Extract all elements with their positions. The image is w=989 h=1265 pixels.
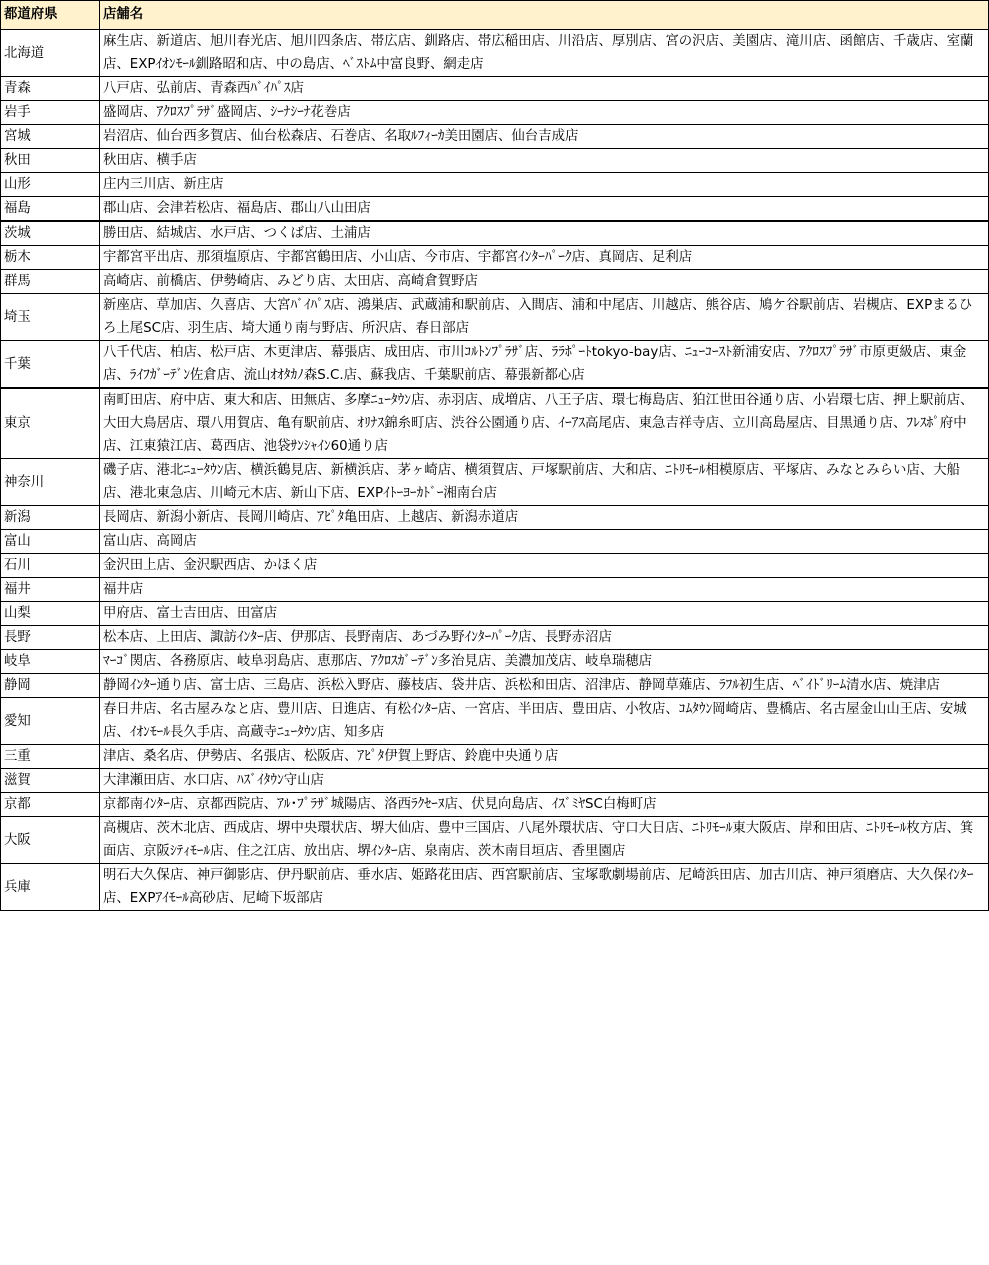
store-list-cell: 宇都宮平出店、那須塩原店、宇都宮鶴田店、小山店、今市店、宇都宮ｲﾝﾀｰﾊﾟｰｸ店、真岡店、足利店 [100,246,989,270]
store-list-cell: 大津瀬田店、水口店、ﾊｽﾞｲﾀｳﾝ守山店 [100,769,989,793]
store-list-cell: 春日井店、名古屋みなと店、豊川店、日進店、有松ｲﾝﾀｰ店、一宮店、半田店、豊田店、小牧店、ｺﾑﾀｳﾝ岡崎店、豊橋店、名古屋金山山王店、安城店、ｲｵﾝﾓｰﾙ長久手店、高蔵寺ﾆｭｰﾀｳﾝ店、知多店 [100,698,989,745]
prefecture-cell: 富山 [1,530,100,554]
prefecture-cell: 兵庫 [1,864,100,911]
store-list-cell: 八千代店、柏店、松戸店、木更津店、幕張店、成田店、市川ｺﾙﾄﾝﾌﾟﾗｻﾞ店、ﾗﾗﾎﾟｰﾄtokyo-bay店、ﾆｭｰｺｰｽﾄ新浦安店、ｱｸﾛｽﾌﾟﾗｻﾞ市原更級店、東金店、ﾗｲﾌｶﾞｰﾃﾞﾝ佐倉店、流山ｵｵﾀｶﾉ森S.C.店、蘇我店、千葉駅前店、幕張新都心店 [100,341,989,389]
store-list-cell: 福井店 [100,578,989,602]
prefecture-cell: 群馬 [1,270,100,294]
store-list-cell: 京都南ｲﾝﾀｰ店、京都西院店、ｱﾙ･ﾌﾟﾗｻﾞ城陽店、洛西ﾗｸｾｰﾇ店、伏見向島店、ｲｽﾞﾐﾔSC白梅町店 [100,793,989,817]
table-row [1,578,989,602]
prefecture-cell: 福井 [1,578,100,602]
prefecture-cell: 北海道 [1,30,100,77]
prefecture-cell: 岐阜 [1,650,100,674]
prefecture-cell: 滋賀 [1,769,100,793]
table-row [1,650,989,674]
table-row [1,674,989,698]
store-list-cell: 南町田店、府中店、東大和店、田無店、多摩ﾆｭｰﾀｳﾝ店、赤羽店、成増店、八王子店、環七梅島店、狛江世田谷通り店、小岩環七店、押上駅前店、大田大鳥居店、環八用賀店、亀有駅前店、ｵﾘﾅｽ錦糸町店、渋谷公園通り店、ｲｰｱｽ高尾店、東急吉祥寺店、立川高島屋店、目黒通り店、ﾌﾚｽﾎﾟ府中店、江東猿江店、葛西店、池袋ｻﾝｼｬｲﾝ60通り店 [100,388,989,459]
store-list-cell: ﾏｰｺﾞ関店、各務原店、岐阜羽島店、恵那店、ｱｸﾛｽｶﾞｰﾃﾞﾝ多治見店、美濃加茂店、岐阜瑞穂店 [100,650,989,674]
store-list-cell: 八戸店、弘前店、青森西ﾊﾞｲﾊﾟｽ店 [100,77,989,101]
store-list-cell: 郡山店、会津若松店、福島店、郡山八山田店 [100,197,989,222]
store-list-cell: 静岡ｲﾝﾀｰ通り店、富士店、三島店、浜松入野店、藤枝店、袋井店、浜松和田店、沼津店、静岡草薙店、ﾗﾌﾙ初生店、ﾍﾞｲﾄﾞﾘｰﾑ清水店、焼津店 [100,674,989,698]
table-row [1,388,989,459]
table-row [1,77,989,101]
table-row [1,246,989,270]
table-row [1,793,989,817]
table-row [1,698,989,745]
prefecture-cell: 福島 [1,197,100,222]
table-row [1,197,989,222]
prefecture-cell: 青森 [1,77,100,101]
table-row [1,506,989,530]
table-row [1,745,989,769]
prefecture-cell: 山梨 [1,602,100,626]
table-row [1,221,989,246]
prefecture-cell: 宮城 [1,125,100,149]
store-list-cell: 明石大久保店、神戸御影店、伊丹駅前店、垂水店、姫路花田店、西宮駅前店、宝塚歌劇場前店、尼崎浜田店、加古川店、神戸須磨店、大久保ｲﾝﾀｰ店、EXPｱｲﾓｰﾙ高砂店、尼崎下坂部店 [100,864,989,911]
table-row [1,530,989,554]
prefecture-cell: 三重 [1,745,100,769]
table-row [1,864,989,911]
table-row [1,125,989,149]
prefecture-cell: 秋田 [1,149,100,173]
prefecture-cell: 大阪 [1,817,100,864]
table-row [1,602,989,626]
store-list-cell: 津店、桑名店、伊勢店、名張店、松阪店、ｱﾋﾟﾀ伊賀上野店、鈴鹿中央通り店 [100,745,989,769]
table-header-row [1,1,989,30]
store-list-cell: 秋田店、横手店 [100,149,989,173]
store-list-cell: 盛岡店、ｱｸﾛｽﾌﾟﾗｻﾞ盛岡店、ｼｰﾅｼｰﾅ花巻店 [100,101,989,125]
table-row [1,554,989,578]
table-row [1,30,989,77]
prefecture-cell: 石川 [1,554,100,578]
prefecture-cell: 栃木 [1,246,100,270]
table-row [1,294,989,341]
store-list-cell: 長岡店、新潟小新店、長岡川崎店、ｱﾋﾟﾀ亀田店、上越店、新潟赤道店 [100,506,989,530]
table-row [1,626,989,650]
store-list-cell: 岩沼店、仙台西多賀店、仙台松森店、石巻店、名取ﾙﾌｨｰｶ美田園店、仙台吉成店 [100,125,989,149]
table-row [1,341,989,389]
table-row [1,149,989,173]
header-prefecture: 都道府県 [1,1,100,30]
store-list-cell: 新座店、草加店、久喜店、大宮ﾊﾞｲﾊﾟｽ店、鴻巣店、武蔵浦和駅前店、入間店、浦和中尾店、川越店、熊谷店、鳩ケ谷駅前店、岩槻店、EXPまるひろ上尾SC店、羽生店、埼大通り南与野店、所沢店、春日部店 [100,294,989,341]
prefecture-cell: 新潟 [1,506,100,530]
prefecture-cell: 長野 [1,626,100,650]
table-row [1,270,989,294]
store-list-cell: 麻生店、新道店、旭川春光店、旭川四条店、帯広店、釧路店、帯広稲田店、川沿店、厚別店、宮の沢店、美園店、滝川店、函館店、千歳店、室蘭店、EXPｲｵﾝﾓｰﾙ釧路昭和店、中の島店、ﾍﾞｽﾄﾑ中富良野、網走店 [100,30,989,77]
table-row [1,101,989,125]
prefecture-cell: 千葉 [1,341,100,389]
store-list-cell: 磯子店、港北ﾆｭｰﾀｳﾝ店、横浜鶴見店、新横浜店、茅ヶ崎店、横須賀店、戸塚駅前店、大和店、ﾆﾄﾘﾓｰﾙ相模原店、平塚店、みなとみらい店、大船店、港北東急店、川崎元木店、新山下店、EXPｲﾄｰﾖｰｶﾄﾞｰ湘南台店 [100,459,989,506]
store-list-cell: 庄内三川店、新庄店 [100,173,989,197]
store-list-cell: 勝田店、結城店、水戸店、つくば店、土浦店 [100,221,989,246]
prefecture-cell: 静岡 [1,674,100,698]
table-row [1,459,989,506]
store-list-cell: 高槻店、茨木北店、西成店、堺中央環状店、堺大仙店、豊中三国店、八尾外環状店、守口大日店、ﾆﾄﾘﾓｰﾙ東大阪店、岸和田店、ﾆﾄﾘﾓｰﾙ枚方店、箕面店、京阪ｼﾃｨﾓｰﾙ店、住之江店、放出店、堺ｲﾝﾀｰ店、泉南店、茨木南目垣店、香里園店 [100,817,989,864]
prefecture-cell: 京都 [1,793,100,817]
prefecture-cell: 埼玉 [1,294,100,341]
header-store-name: 店舗名 [100,1,989,30]
store-list-cell: 高崎店、前橋店、伊勢崎店、みどり店、太田店、高崎倉賀野店 [100,270,989,294]
store-list-cell: 富山店、高岡店 [100,530,989,554]
store-list-cell: 金沢田上店、金沢駅西店、かほく店 [100,554,989,578]
prefecture-cell: 神奈川 [1,459,100,506]
table-row [1,173,989,197]
store-list-cell: 松本店、上田店、諏訪ｲﾝﾀｰ店、伊那店、長野南店、あづみ野ｲﾝﾀｰﾊﾟｰｸ店、長野赤沼店 [100,626,989,650]
prefecture-cell: 東京 [1,388,100,459]
prefecture-cell: 岩手 [1,101,100,125]
prefecture-cell: 愛知 [1,698,100,745]
table-row [1,769,989,793]
prefecture-cell: 山形 [1,173,100,197]
prefecture-cell: 茨城 [1,221,100,246]
table-row [1,817,989,864]
store-list-cell: 甲府店、富士吉田店、田富店 [100,602,989,626]
